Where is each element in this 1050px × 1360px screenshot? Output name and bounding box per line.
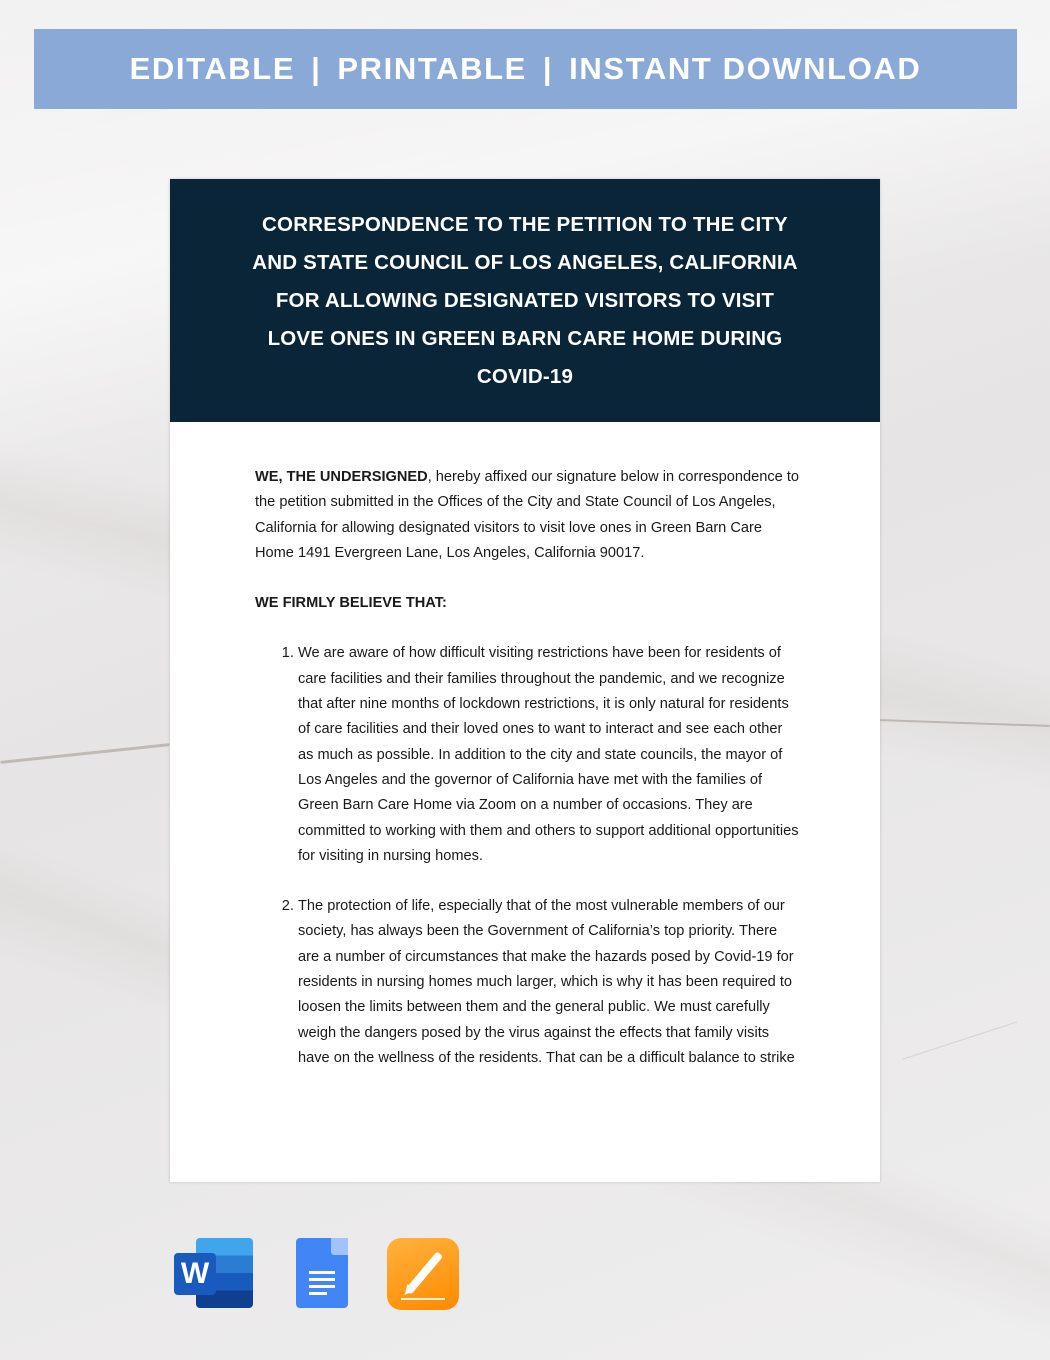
document-title: CORRESPONDENCE TO THE PETITION TO THE CITY AND STATE COUNCIL OF LOS ANGELES, CALIFORNIA FOR ALLOWING DESIGNATED VISITORS TO VISIT LOVE ONES IN GREEN BARN CARE HOME DURING COVID-19	[252, 212, 798, 388]
word-icon	[174, 1238, 254, 1308]
list-item: 2. The protection of life, especially that of the most vulnerable members of our society, has always been the Government of California’s top priority. There are a number of circumstances that make the hazards posed by Covid-19 for residents in nursing homes much larger, which is why it has been required to loosen the limits between them and the general public. We must carefully weigh the dangers posed by the virus against the effects that family visits have on the wellness of the residents. That can be a difficult balance to strike	[298, 894, 800, 1071]
banner-printable: PRINTABLE	[337, 51, 527, 86]
belief-subheading: WE FIRMLY BELIEVE THAT:	[255, 595, 447, 612]
intro-paragraph	[255, 465, 800, 566]
document-header	[170, 179, 880, 422]
pages-icon	[387, 1238, 459, 1310]
feature-banner	[34, 29, 1017, 109]
banner-separator: |	[542, 51, 554, 86]
banner-separator: |	[311, 51, 322, 86]
intro-text: , hereby affixed our signature below in correspondence to the petition submitted in the Offices of the City and State Council of Los Angeles, California for allowing designated visitors to visit love ones in Green Barn Care Home 1491 Evergreen Lane, Los Angeles, California 90017.	[255, 469, 799, 561]
list-item: 1. We are aware of how difficult visiting restrictions have been for residents of care facilities and their families throughout the pandemic, and we recognize that after nine months of lockdown restrictions, it is only natural for residents of care facilities and their loved ones to want to interact and see each other as much as possible. In addition to the city and state councils, the mayor of Los Angeles and the governor of California have met with the families of Green Barn Care Home via Zoom on a number of occasions. They are committed to working with them and others to support additional opportunities for visiting in nursing homes.	[298, 641, 800, 869]
intro-lead: WE, THE UNDERSIGNED	[255, 469, 428, 485]
banner-editable: EDITABLE	[129, 51, 296, 86]
marble-vein	[903, 1021, 1017, 1059]
marble-vein	[880, 719, 1050, 727]
document-body	[255, 465, 800, 1096]
word-letter: W	[174, 1253, 216, 1295]
google-docs-icon	[296, 1238, 348, 1308]
belief-list	[255, 641, 800, 1071]
document-preview	[170, 179, 880, 1182]
marble-vein	[0, 743, 169, 764]
banner-instant-download: INSTANT DOWNLOAD	[569, 51, 922, 86]
